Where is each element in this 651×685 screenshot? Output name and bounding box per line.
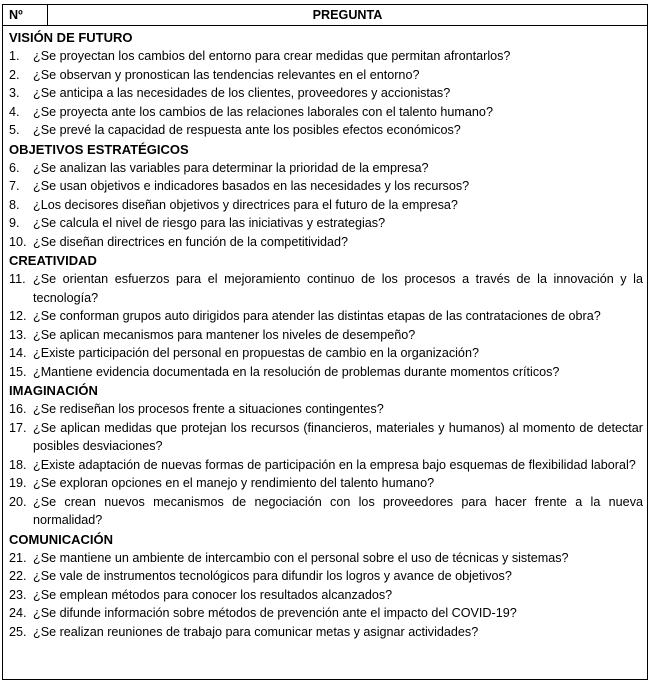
question-row xyxy=(9,326,643,345)
table-body xyxy=(3,26,647,641)
question-row xyxy=(9,623,643,642)
question-text: ¿Se anticipa a las necesidades de los clientes, proveedores y accionistas? xyxy=(33,86,451,100)
question-number: 12. xyxy=(9,309,27,323)
question-number: 8. xyxy=(9,197,20,212)
question-number: 15. xyxy=(9,364,27,379)
question-number: 21. xyxy=(9,550,27,565)
question-text: ¿Se realizan reuniones de trabajo para comunicar metas y asignar actividades? xyxy=(33,624,479,639)
question-row xyxy=(9,307,643,326)
question-text: ¿Se calcula el nivel de riesgo para las iniciativas y estrategias? xyxy=(33,216,386,230)
question-number: 7. xyxy=(9,179,20,193)
question-text: ¿Se vale de instrumentos tecnológicos para difundir los logros y avance de objetivos? xyxy=(33,569,512,583)
question-row xyxy=(9,400,643,419)
question-number: 18. xyxy=(9,457,27,472)
question-number: 24. xyxy=(9,606,27,620)
questionnaire-table xyxy=(2,4,648,680)
section-heading: CREATIVIDAD xyxy=(9,253,97,268)
question-text: ¿Se aplican medidas que protejan los recursos (financieros, materiales y humanos) al momento de detectar posibles desviaciones? xyxy=(33,420,643,453)
question-text: ¿Se aplican mecanismos para mantener los niveles de desempeño? xyxy=(33,327,416,342)
question-text: ¿Se analizan las variables para determinar la prioridad de la empresa? xyxy=(33,160,429,175)
question-number: 20. xyxy=(9,494,27,509)
question-row xyxy=(9,419,643,456)
question-number: 9. xyxy=(9,216,20,230)
question-row xyxy=(9,586,643,605)
question-row xyxy=(9,214,643,233)
question-text: ¿Se difunde información sobre métodos de prevención ante el impacto del COVID-19? xyxy=(33,606,517,620)
question-text: ¿Se mantiene un ambiente de intercambio con el personal sobre el uso de técnicas y sistemas? xyxy=(33,550,569,565)
question-number: 4. xyxy=(9,104,20,119)
question-row xyxy=(9,474,643,493)
question-row xyxy=(9,270,643,307)
question-row xyxy=(9,604,643,623)
question-text: ¿Se conforman grupos auto dirigidos para atender las distintas etapas de las contrataciones de obra? xyxy=(33,309,601,323)
question-number: 22. xyxy=(9,569,27,583)
question-number: 19. xyxy=(9,476,27,490)
question-number: 11. xyxy=(9,272,26,286)
question-text: ¿Se crean nuevos mecanismos de negociación con los proveedores para hacer frente a la nueva normalidad? xyxy=(33,494,643,527)
question-row xyxy=(9,103,643,122)
question-row xyxy=(9,233,643,252)
question-column-header: PREGUNTA xyxy=(312,8,383,22)
question-text: ¿Se proyectan los cambios del entorno para crear medidas que permitan afrontarlos? xyxy=(33,49,511,63)
question-number: 3. xyxy=(9,86,20,100)
question-text: ¿Se exploran opciones en el manejo y rendimiento del talento humano? xyxy=(33,476,435,490)
question-text: ¿Se diseñan directrices en función de la competitividad? xyxy=(33,234,349,249)
question-number: 23. xyxy=(9,587,27,602)
question-number: 1. xyxy=(9,49,20,63)
question-row xyxy=(9,177,643,196)
table-header xyxy=(3,5,647,26)
question-text: ¿Se orientan esfuerzos para el mejoramiento continuo de los procesos a través de la innovación y la tecnología? xyxy=(33,272,643,305)
question-text: ¿Se prevé la capacidad de respuesta ante los posibles efectos económicos? xyxy=(33,123,461,137)
question-row xyxy=(9,344,643,363)
question-row xyxy=(9,549,643,568)
question-text: ¿Existe adaptación de nuevas formas de participación en la empresa bajo esquemas de flexibilidad laboral? xyxy=(33,457,636,472)
question-row xyxy=(9,84,643,103)
section-heading: IMAGINACIÓN xyxy=(9,383,98,398)
question-row xyxy=(9,159,643,178)
question-number: 14. xyxy=(9,346,27,360)
number-column-header: Nº xyxy=(3,5,48,25)
question-row xyxy=(9,456,643,475)
question-number: 17. xyxy=(9,420,27,435)
question-text: ¿Se emplean métodos para conocer los resultados alcanzados? xyxy=(33,587,393,602)
question-row xyxy=(9,196,643,215)
section-heading: VISIÓN DE FUTURO xyxy=(9,30,133,45)
question-text: ¿Se rediseñan los procesos frente a situaciones contingentes? xyxy=(33,402,384,416)
question-number: 6. xyxy=(9,160,20,175)
question-text: ¿Se proyecta ante los cambios de las relaciones laborales con el talento humano? xyxy=(33,104,493,119)
question-text: ¿Se usan objetivos e indicadores basados en las necesidades y los recursos? xyxy=(33,179,470,193)
section-heading: OBJETIVOS ESTRATÉGICOS xyxy=(9,141,189,157)
question-row xyxy=(9,363,643,382)
question-number: 5. xyxy=(9,123,20,137)
question-text: ¿Se observan y pronostican las tendencias relevantes en el entorno? xyxy=(33,67,420,82)
question-number: 10. xyxy=(9,234,27,249)
question-number: 25. xyxy=(9,624,27,639)
question-row xyxy=(9,121,643,140)
question-number: 2. xyxy=(9,67,20,82)
question-number: 13. xyxy=(9,327,27,342)
question-row xyxy=(9,493,643,530)
question-row xyxy=(9,567,643,586)
question-text: ¿Los decisores diseñan objetivos y directrices para el futuro de la empresa? xyxy=(33,197,458,212)
question-number: 16. xyxy=(9,402,27,416)
question-row xyxy=(9,47,643,66)
question-text: ¿Existe participación del personal en propuestas de cambio en la organización? xyxy=(33,346,479,360)
question-row xyxy=(9,66,643,85)
question-text: ¿Mantiene evidencia documentada en la resolución de problemas durante momentos críticos? xyxy=(33,364,560,379)
section-heading: COMUNICACIÓN xyxy=(9,531,113,547)
